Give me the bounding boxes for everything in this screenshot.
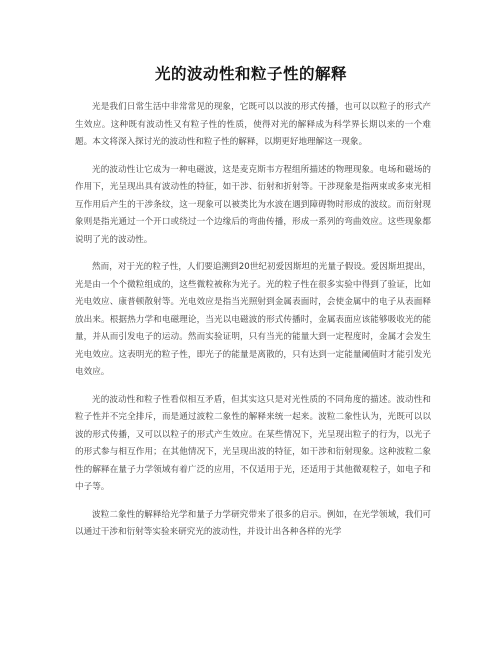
paragraph-1: 光是我们日常生活中非常常见的现象，它既可以以波的形式传播，也可以以粒子的形式产生效应。这种既有波动性又有粒子性的性质，使得对光的解释成为科学界长期以来的一个难题。本文将深入探讨光的波动性和粒子性的解释，以期更好地理解这一现象。 <box>75 102 431 147</box>
paragraph-5: 波粒二象性的解释给光学和量子力学研究带来了很多的启示。例如，在光学领域，我们可以通过干涉和衍射等实验来研究光的波动性，并设计出各种各样的光学 <box>75 509 431 537</box>
document-title: 光的波动性和粒子性的解释 <box>154 65 347 83</box>
paragraph-2: 光的波动性让它成为一种电磁波，这是麦克斯韦方程组所描述的物理现象。电场和磁场的作用下，光呈现出具有波动性的特征，如干涉、衍射和折射等。干涉现象是指两束或多束光相互作用后产生的干涉条纹，这一现象可以被类比为水波在遇到障碍物时形成的波纹。而衍射现象则是指光通过一个开口或绕过一个边缘后的弯曲传播，形成一系列的弯曲效应。这些现象都说明了光的波动性。 <box>75 164 431 245</box>
paragraph-4: 光的波动性和粒子性看似相互矛盾，但其实这只是对光性质的不同角度的描述。波动性和粒子性并不完全排斥，而是通过波粒二象性的解释来统一起来。波粒二象性认为，光既可以以波的形式传播，又可以以粒子的形式产生效应。在某些情况下，光呈现出粒子的行为，以光子的形式参与相互作用；在其他情况下，光呈现出波的特征，如干涉和衍射现象。这种波粒二象性的解释在量子力学领域有着广泛的应用，不仅适用于光，还适用于其他微观粒子，如电子和中子等。 <box>75 394 431 492</box>
paragraph-3: 然而，对于光的粒子性，人们要追溯到20世纪初爱因斯坦的光量子假设。爱因斯坦提出，光是由一个个微粒组成的，这些微粒被称为光子。光的粒子性在很多实验中得到了验证，比如光电效应、康普顿散射等。光电效应是指当光照射到金属表面时，会使金属中的电子从表面释放出来。根据热力学和电磁理论，当光以电磁波的形式传播时，金属表面应该能够吸收光的能量，并从而引发电子的运动。然而实验证明，只有当光的能量大到一定程度时，金属才会发生光电效应。这表明光的粒子性，即光子的能量是离散的，只有达到一定能量阈值时才能引发光电效应。 <box>75 262 431 377</box>
document-body <box>75 99 431 552</box>
